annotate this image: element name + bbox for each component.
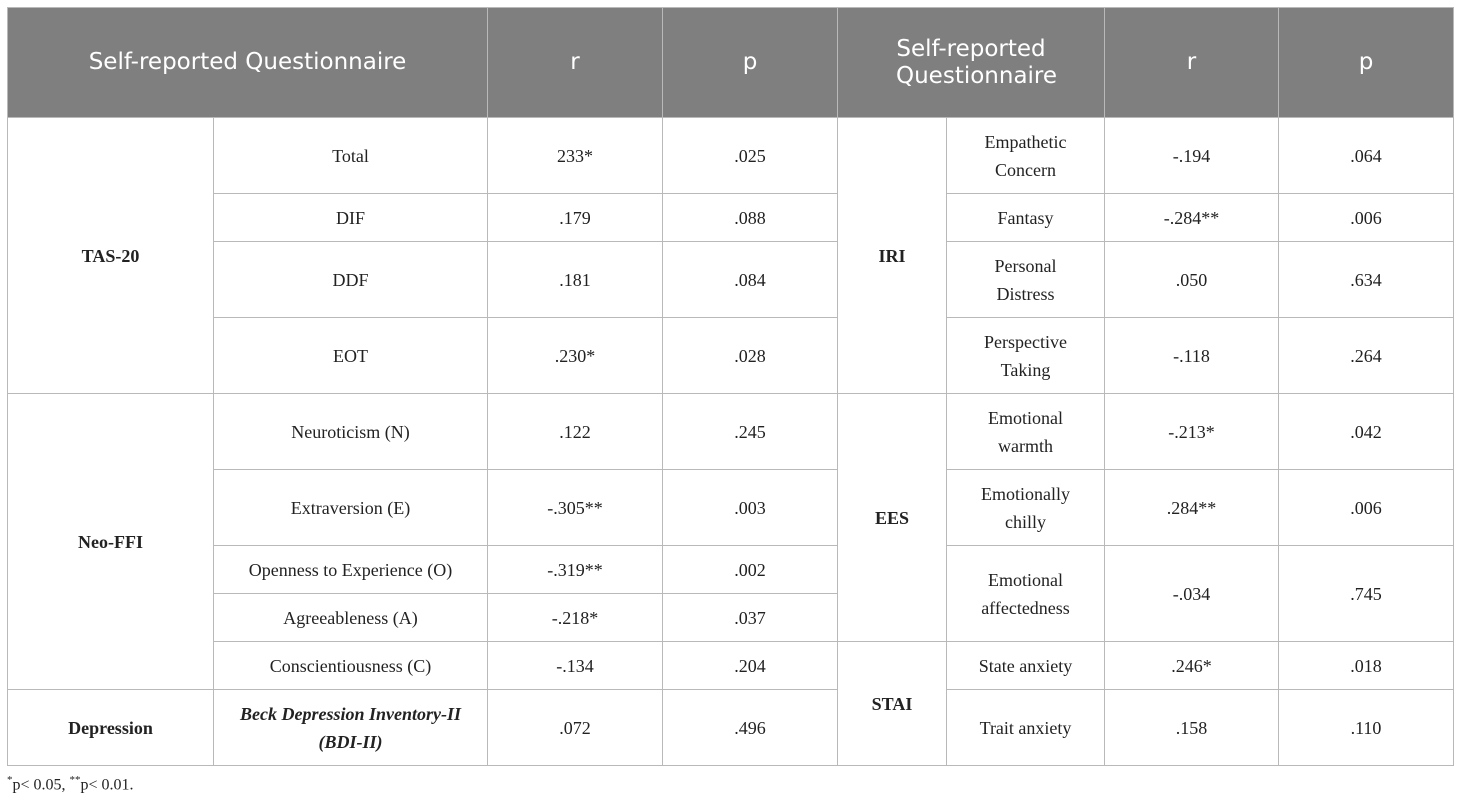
table-header-row <box>8 8 1454 118</box>
right-p: .264 <box>1279 318 1454 394</box>
table-row <box>8 318 1454 394</box>
left-p: .025 <box>663 118 838 194</box>
table-row <box>8 642 1454 690</box>
table-footnote <box>7 774 134 794</box>
right-r: .284** <box>1105 470 1279 546</box>
right-r: -.118 <box>1105 318 1279 394</box>
left-p: .204 <box>663 642 838 690</box>
left-item: Neuroticism (N) <box>214 394 488 470</box>
footnote-text-single: p< 0.05, <box>12 776 70 794</box>
left-r: .230* <box>488 318 663 394</box>
group-stai: STAI <box>838 642 947 766</box>
right-p: .042 <box>1279 394 1454 470</box>
header-right-r: r <box>1105 8 1279 118</box>
right-item: Trait anxiety <box>947 690 1105 766</box>
right-p: .634 <box>1279 242 1454 318</box>
left-p: .088 <box>663 194 838 242</box>
right-item <box>947 118 1105 194</box>
correlation-table-container <box>7 7 1453 766</box>
left-r: .181 <box>488 242 663 318</box>
group-ees: EES <box>838 394 947 642</box>
left-r: -.319** <box>488 546 663 594</box>
header-right-questionnaire-text: Self-reported Questionnaire <box>896 35 1058 89</box>
header-left-r: r <box>488 8 663 118</box>
right-p: .064 <box>1279 118 1454 194</box>
right-item <box>947 394 1105 470</box>
right-item <box>947 546 1105 642</box>
header-right-p: p <box>1279 8 1454 118</box>
right-item <box>947 470 1105 546</box>
right-p: .745 <box>1279 546 1454 642</box>
left-p: .037 <box>663 594 838 642</box>
table-row <box>8 118 1454 194</box>
left-r: -.134 <box>488 642 663 690</box>
right-item-text: Emotional warmth <box>988 407 1063 456</box>
left-r: -.305** <box>488 470 663 546</box>
right-r: -.194 <box>1105 118 1279 194</box>
right-p: .110 <box>1279 690 1454 766</box>
left-item: Conscientiousness (C) <box>214 642 488 690</box>
group-tas20: TAS-20 <box>8 118 214 394</box>
right-item-text: Empathetic Concern <box>984 131 1067 180</box>
group-iri: IRI <box>838 118 947 394</box>
footnote-mark-single: * <box>7 774 13 786</box>
left-r: 233* <box>488 118 663 194</box>
left-item: Total <box>214 118 488 194</box>
right-r: -.284** <box>1105 194 1279 242</box>
left-r: -.218* <box>488 594 663 642</box>
table-row <box>8 470 1454 546</box>
right-r: -.034 <box>1105 546 1279 642</box>
right-r: .158 <box>1105 690 1279 766</box>
right-r: .050 <box>1105 242 1279 318</box>
left-p: .028 <box>663 318 838 394</box>
left-item: EOT <box>214 318 488 394</box>
left-item: DIF <box>214 194 488 242</box>
right-r: .246* <box>1105 642 1279 690</box>
right-item <box>947 318 1105 394</box>
table-row <box>8 546 1454 594</box>
table-row <box>8 394 1454 470</box>
left-p: .496 <box>663 690 838 766</box>
right-item-text: Emotionally chilly <box>981 483 1070 532</box>
right-item: Fantasy <box>947 194 1105 242</box>
left-item <box>214 690 488 766</box>
table-row <box>8 194 1454 242</box>
left-r: .072 <box>488 690 663 766</box>
left-item: DDF <box>214 242 488 318</box>
table-row <box>8 690 1454 766</box>
left-item: Openness to Experience (O) <box>214 546 488 594</box>
right-item: State anxiety <box>947 642 1105 690</box>
left-r: .122 <box>488 394 663 470</box>
correlation-table <box>7 7 1454 766</box>
left-p: .084 <box>663 242 838 318</box>
right-r: -.213* <box>1105 394 1279 470</box>
right-item <box>947 242 1105 318</box>
right-item-text: Emotional affectedness <box>981 569 1070 618</box>
right-item-text: Personal Distress <box>994 255 1057 304</box>
header-left-questionnaire: Self-reported Questionnaire <box>8 8 488 118</box>
left-p: .002 <box>663 546 838 594</box>
left-item: Extraversion (E) <box>214 470 488 546</box>
footnote-text-double: p< 0.01. <box>80 776 134 794</box>
left-item-text: Beck Depression Inventory-II (BDI-II) <box>240 703 461 752</box>
left-p: .245 <box>663 394 838 470</box>
left-p: .003 <box>663 470 838 546</box>
header-right-questionnaire <box>838 8 1105 118</box>
footnote-mark-double: ** <box>69 774 81 786</box>
group-neo-ffi: Neo-FFI <box>8 394 214 690</box>
left-r: .179 <box>488 194 663 242</box>
left-item: Agreeableness (A) <box>214 594 488 642</box>
table-row <box>8 242 1454 318</box>
right-item-text: Perspective Taking <box>984 331 1067 380</box>
right-p: .006 <box>1279 194 1454 242</box>
header-left-p: p <box>663 8 838 118</box>
right-p: .018 <box>1279 642 1454 690</box>
right-p: .006 <box>1279 470 1454 546</box>
group-depression: Depression <box>8 690 214 766</box>
